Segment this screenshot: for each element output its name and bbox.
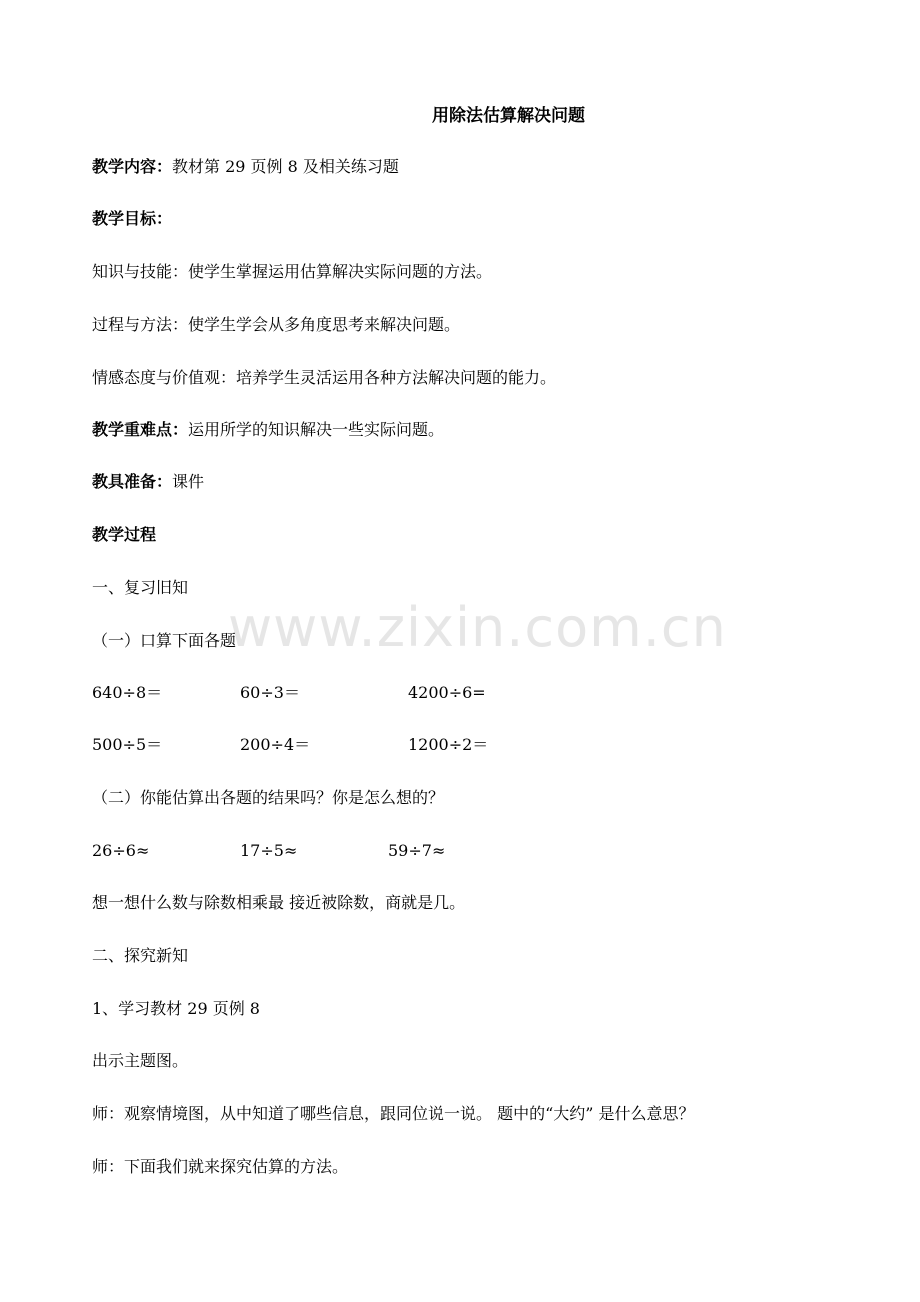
teaching-tools-line [92,470,204,494]
teaching-tools-text: 课件 [172,472,205,491]
teaching-tools-label: 教具准备： [92,472,173,491]
estimate-row [92,839,792,863]
goal-attitude: 情感态度与价值观：培养学生灵活运用各种方法解决问题的能力。 [92,368,557,387]
teaching-content-line [92,155,399,179]
calc-item: 640÷8＝ [92,683,163,702]
calc-row-1 [92,681,792,705]
teacher-paragraph-2: 师：下面我们就来探究估算的方法。 [92,1157,349,1176]
calc-item: 4200÷6= [408,683,486,702]
calc-item: 1200÷2＝ [408,735,489,754]
estimate-item: 17÷5≈ [240,841,298,860]
calc-item: 60÷3＝ [240,683,300,702]
item-study-example: 1、学习教材 29 页例 8 [92,999,260,1018]
estimate-item: 59÷7≈ [388,841,446,860]
document-title: 用除法估算解决问题 [432,106,585,126]
watermark: www.zixin.com.cn [228,596,727,659]
think-paragraph: 想一想什么数与除数相乘最 接近被除数，商就是几。 [92,893,466,912]
calc-item: 500÷5＝ [92,735,163,754]
goal-process: 过程与方法：使学生学会从多角度思考来解决问题。 [92,315,461,334]
teaching-content-text: 教材第 29 页例 8 及相关练习题 [172,157,399,176]
section-review-heading: 一、复习旧知 [92,578,189,597]
subsection-mental-math: （一）口算下面各题 [92,631,237,650]
calc-item: 200÷4＝ [240,735,311,754]
teaching-content-label: 教学内容： [92,157,173,176]
key-points-line [92,418,444,442]
section-explore-heading: 二、探究新知 [92,946,189,965]
key-points-text: 运用所学的知识解决一些实际问题。 [188,420,445,439]
teaching-goals-label: 教学目标： [92,209,173,228]
teaching-process-heading: 教学过程 [92,525,157,544]
show-image-paragraph: 出示主题图。 [92,1051,189,1070]
key-points-label: 教学重难点： [92,420,189,439]
estimate-item: 26÷6≈ [92,841,150,860]
calc-row-2 [92,733,792,757]
teacher-paragraph-1: 师：观察情境图，从中知道了哪些信息，跟同位说一说。 题中的“大约” 是什么意思？ [92,1104,695,1123]
subsection-estimate: （二）你能估算出各题的结果吗？你是怎么想的？ [92,788,445,807]
goal-knowledge: 知识与技能：使学生掌握运用估算解决实际问题的方法。 [92,262,493,281]
